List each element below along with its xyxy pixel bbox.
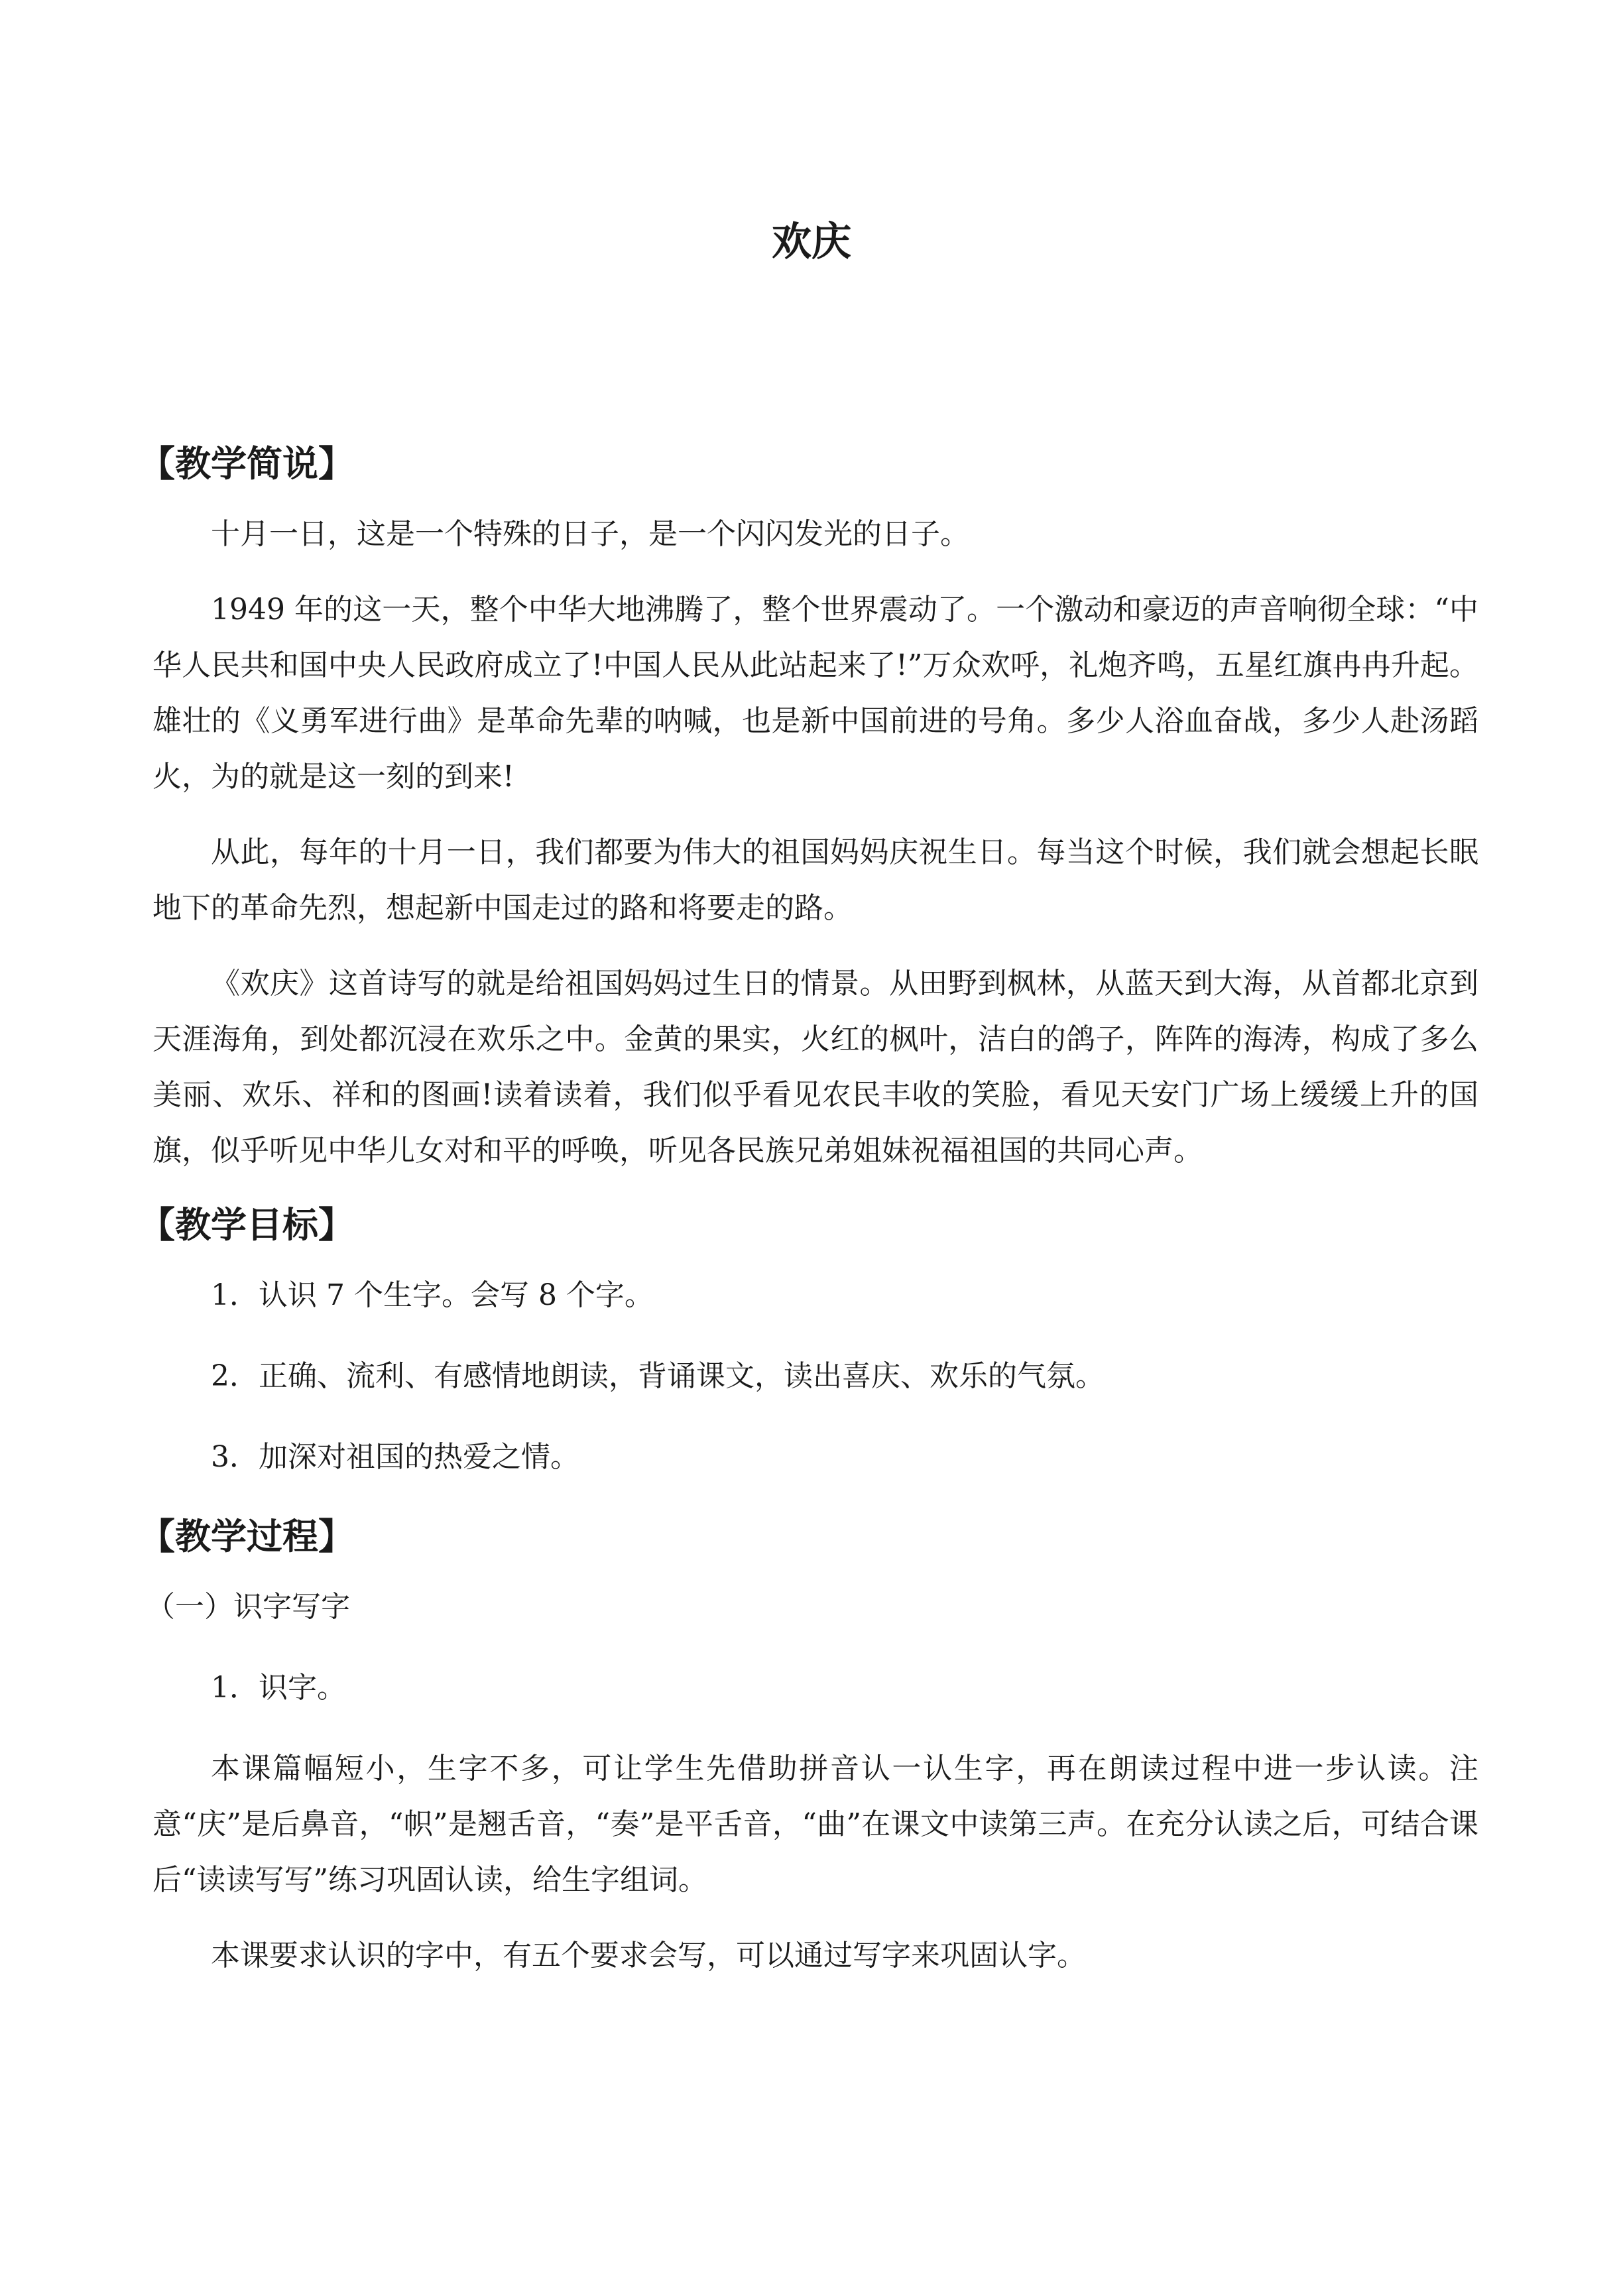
- paragraph: 《欢庆》这首诗写的就是给祖国妈妈过生日的情景。从田野到枫林，从蓝天到大海，从首都北京到天涯海角，到处都沉浸在欢乐之中。金黄的果实，火红的枫叶，洁白的鸽子，阵阵的海涛，构成了多么美丽、欢乐、祥和的图画!读着读着，我们似乎看见农民丰收的笑脸，看见天安门广场上缓缓上升的国旗，似乎听见中华儿女对和平的呼唤，听见各民族兄弟姐妹祝福祖国的共同心声。: [152, 967, 1478, 1168]
- document-title: 欢庆: [772, 219, 851, 265]
- section-heading: 【教学目标】: [139, 1204, 354, 1246]
- paragraph: 十月一日，这是一个特殊的日子，是一个闪闪发光的日子。: [211, 517, 969, 551]
- section-teaching-goals: [139, 1199, 1478, 1485]
- sub-heading: （一）识字写字: [146, 1590, 350, 1624]
- paragraph: 从此，每年的十月一日，我们都要为伟大的祖国妈妈庆祝生日。每当这个时候，我们就会想起长眠地下的革命先烈，想起新中国走过的路和将要走的路。: [152, 835, 1478, 925]
- list-item: 1．识字。: [211, 1671, 346, 1705]
- paragraph: 本课要求认识的字中，有五个要求会写，可以通过写字来巩固认字。: [211, 1939, 1086, 1972]
- section-heading: 【教学简说】: [139, 443, 354, 485]
- list-item: 1．认识 7 个生字。会写 8 个字。: [211, 1278, 654, 1312]
- section-heading: 【教学过程】: [139, 1516, 354, 1557]
- document-body: [139, 438, 1478, 2004]
- paragraph: 1949 年的这一天，整个中华大地沸腾了，整个世界震动了。一个激动和豪迈的声音响彻全球：“中华人民共和国中央人民政府成立了!中国人民从此站起来了!”万众欢呼，礼炮齐鸣，五星红旗冉冉升起。雄壮的《义勇军进行曲》是革命先辈的呐喊，也是新中国前进的号角。多少人浴血奋战，多少人赴汤蹈火，为的就是这一刻的到来!: [152, 593, 1478, 794]
- paragraph: 本课篇幅短小，生字不多，可让学生先借助拼音认一认生字，再在朗读过程中进一步认读。注意“庆”是后鼻音，“帜”是翘舌音，“奏”是平舌音，“曲”在课文中读第三声。在充分认读之后，可结合课后“读读写写”练习巩固认读，给生字组词。: [152, 1752, 1478, 1897]
- list-item: 3．加深对祖国的热爱之情。: [211, 1440, 579, 1474]
- list-item: 2．正确、流利、有感情地朗读，背诵课文，读出喜庆、欢乐的气氛。: [211, 1359, 1105, 1393]
- section-teaching-intro: [139, 438, 1478, 1179]
- section-teaching-process: [139, 1510, 1478, 1984]
